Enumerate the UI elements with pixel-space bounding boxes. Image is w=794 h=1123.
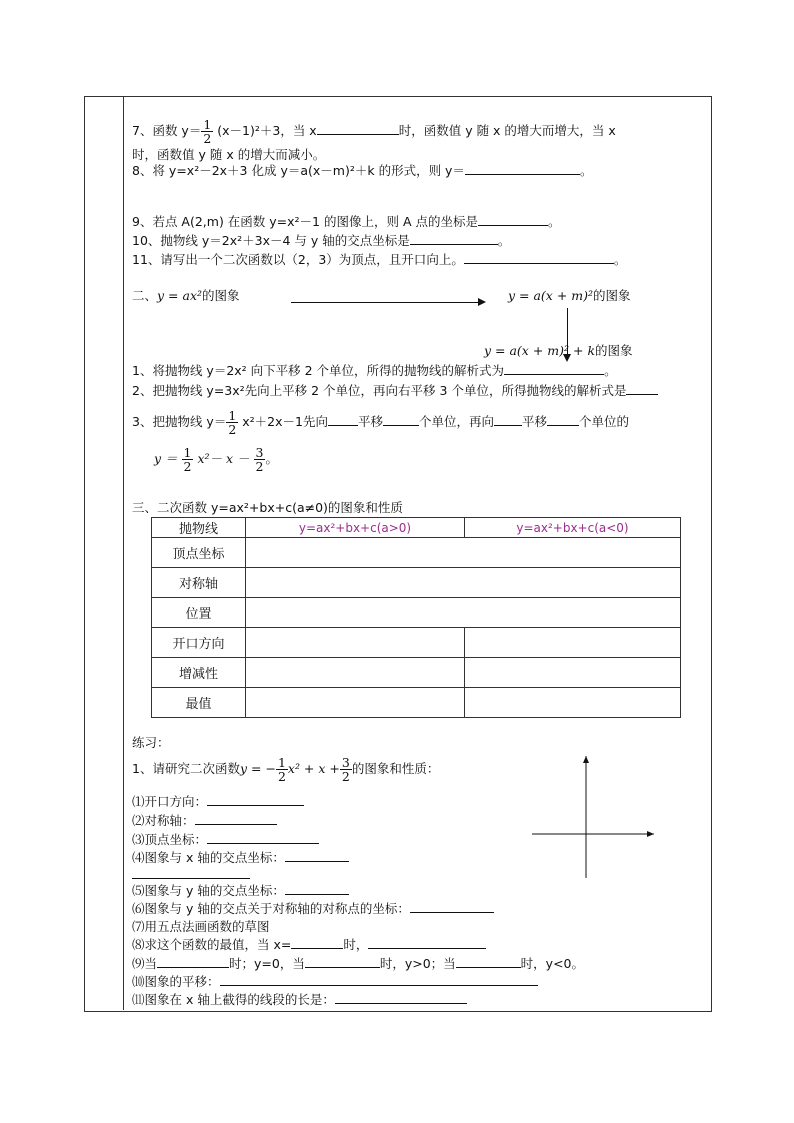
- table-cell[interactable]: [246, 628, 465, 658]
- question-8: 8、将 y=x²－2x＋3 化成 y＝a(x－m)²＋k 的形式，则 y＝ 。: [132, 163, 593, 178]
- practice-item: ⑹图象与 y 轴的交点关于对称轴的对称点的坐标：: [132, 900, 494, 918]
- answer-blank[interactable]: [285, 882, 349, 895]
- table-row-label: 位置: [152, 598, 246, 628]
- table-cell[interactable]: [246, 568, 681, 598]
- y-axis-arrow-icon: [583, 756, 589, 763]
- table-row-label: 对称轴: [152, 568, 246, 598]
- practice-q1: 1、请研究二次函数y = − $\frac{1}{2}$ x² + x + $\frac{3}{2}$ 的图象和性质：: [132, 755, 440, 784]
- arrow-right-icon: [478, 298, 486, 306]
- section-2-q1: 1、将抛物线 y＝2x² 向下平移 2 个单位，所得的抛物线的解析式为 。: [132, 363, 617, 378]
- fraction: $\frac{1}{2}$: [203, 117, 212, 146]
- table-row-label: 顶点坐标: [152, 538, 246, 568]
- question-7: 7、函数 y＝ $\frac{1}{2}$ (x－1)²＋3，当 x 时，函数值 y 随 x 的增大而增大，当 x: [132, 117, 616, 146]
- fraction: $\frac{3}{2}$: [341, 755, 350, 784]
- answer-blank[interactable]: [456, 955, 521, 968]
- table-cell[interactable]: [246, 688, 465, 718]
- answer-blank[interactable]: [547, 413, 579, 426]
- table-cell[interactable]: [246, 598, 681, 628]
- arrow-right-line: [291, 302, 481, 303]
- practice-item: ⑴开口方向：: [132, 793, 304, 811]
- answer-blank[interactable]: [368, 936, 486, 949]
- answer-blank[interactable]: [317, 122, 399, 135]
- answer-blank[interactable]: [383, 413, 419, 426]
- practice-item: ⑸图象与 y 轴的交点坐标：: [132, 882, 349, 900]
- table-row-label: 最值: [152, 688, 246, 718]
- practice-item: ⑾图象在 x 轴上截得的线段的长是：: [132, 991, 467, 1009]
- table-cell[interactable]: [246, 538, 681, 568]
- worksheet-content: [124, 96, 710, 1010]
- practice-item: ⑷图象与 x 轴的交点坐标：: [132, 849, 349, 867]
- answer-blank[interactable]: [291, 936, 343, 949]
- answer-blank[interactable]: [465, 162, 580, 175]
- answer-blank[interactable]: [207, 831, 319, 844]
- practice-item: ⑽图象的平移：: [132, 973, 538, 991]
- answer-blank[interactable]: [626, 382, 658, 395]
- practice-item: ⑺用五点法画函数的草图: [132, 919, 270, 934]
- answer-blank[interactable]: [207, 793, 304, 806]
- table-cell[interactable]: [465, 628, 681, 658]
- answer-blank[interactable]: [220, 973, 538, 986]
- question-9: 9、若点 A(2,m) 在函数 y=x²－1 的图像上，则 A 点的坐标是 。: [132, 214, 561, 229]
- fraction: $\frac{1}{2}$: [228, 408, 237, 437]
- practice-item: ⑻求这个函数的最值，当 x= 时，: [132, 936, 486, 954]
- answer-blank[interactable]: [328, 413, 358, 426]
- section-2-q3-result: y ＝ $\frac{1}{2}$ x²－ x － $\frac{3}{2}$ 。: [154, 445, 278, 474]
- table-cell[interactable]: [246, 658, 465, 688]
- table-row-label: 增减性: [152, 658, 246, 688]
- answer-blank[interactable]: [195, 812, 277, 825]
- answer-blank[interactable]: [335, 991, 467, 1004]
- question-11: 11、请写出一个二次函数以（2，3）为顶点，且开口向上。 。: [132, 252, 627, 267]
- table-header: 抛物线: [152, 518, 246, 538]
- practice-item: ⑶顶点坐标：: [132, 831, 319, 849]
- answer-blank[interactable]: [478, 213, 548, 226]
- practice-item: ⑵对称轴：: [132, 812, 277, 830]
- section-3-title: 三、二次函数 y=ax²+bx+c(a≠0)的图象和性质: [132, 500, 403, 515]
- coordinate-axes: [528, 752, 658, 882]
- section-2-q2: 2、把抛物线 y=3x²先向上平移 2 个单位，再向右平移 3 个单位，所得抛物线的解析式是: [132, 382, 658, 400]
- fraction: $\frac{1}{2}$: [277, 755, 286, 784]
- left-margin-column: [84, 96, 124, 1010]
- formula-translated: y = a(x + m)²的图象: [508, 288, 631, 303]
- properties-table: [151, 517, 681, 718]
- practice-item: ⑼当 时；y=0，当 时，y>0；当 时，y<0。: [132, 956, 584, 971]
- answer-blank[interactable]: [305, 955, 380, 968]
- answer-blank[interactable]: [464, 251, 614, 264]
- x-axis-arrow-icon: [647, 831, 654, 837]
- question-10: 10、抛物线 y＝2x²＋3x－4 与 y 轴的交点坐标是 。: [132, 233, 511, 248]
- table-cell[interactable]: [465, 688, 681, 718]
- formula-translated-k: y = a(x + m)² + k的图象: [484, 343, 633, 358]
- answer-blank[interactable]: [410, 232, 498, 245]
- fraction: $\frac{1}{2}$: [183, 445, 192, 474]
- table-header: y=ax²+bx+c(a>0): [246, 518, 465, 538]
- section-2-title: 二、y = ax²的图象: [132, 288, 240, 303]
- table-row-label: 开口方向: [152, 628, 246, 658]
- fraction: $\frac{3}{2}$: [255, 445, 264, 474]
- table-header: y=ax²+bx+c(a<0): [465, 518, 681, 538]
- section-2-q3: 3、把抛物线 y＝ $\frac{1}{2}$ x²＋2x－1先向 平移 个单位，再向 平移 个单位的: [132, 408, 630, 437]
- table-cell[interactable]: [465, 658, 681, 688]
- answer-blank[interactable]: [132, 866, 250, 879]
- answer-blank[interactable]: [410, 900, 494, 913]
- answer-blank[interactable]: [157, 955, 229, 968]
- answer-blank[interactable]: [285, 849, 349, 862]
- answer-blank[interactable]: [504, 362, 604, 375]
- question-7-line2: 时，函数值 y 随 x 的增大而减小。: [132, 147, 326, 162]
- practice-title: 练习：: [132, 735, 170, 750]
- answer-blank[interactable]: [494, 413, 522, 426]
